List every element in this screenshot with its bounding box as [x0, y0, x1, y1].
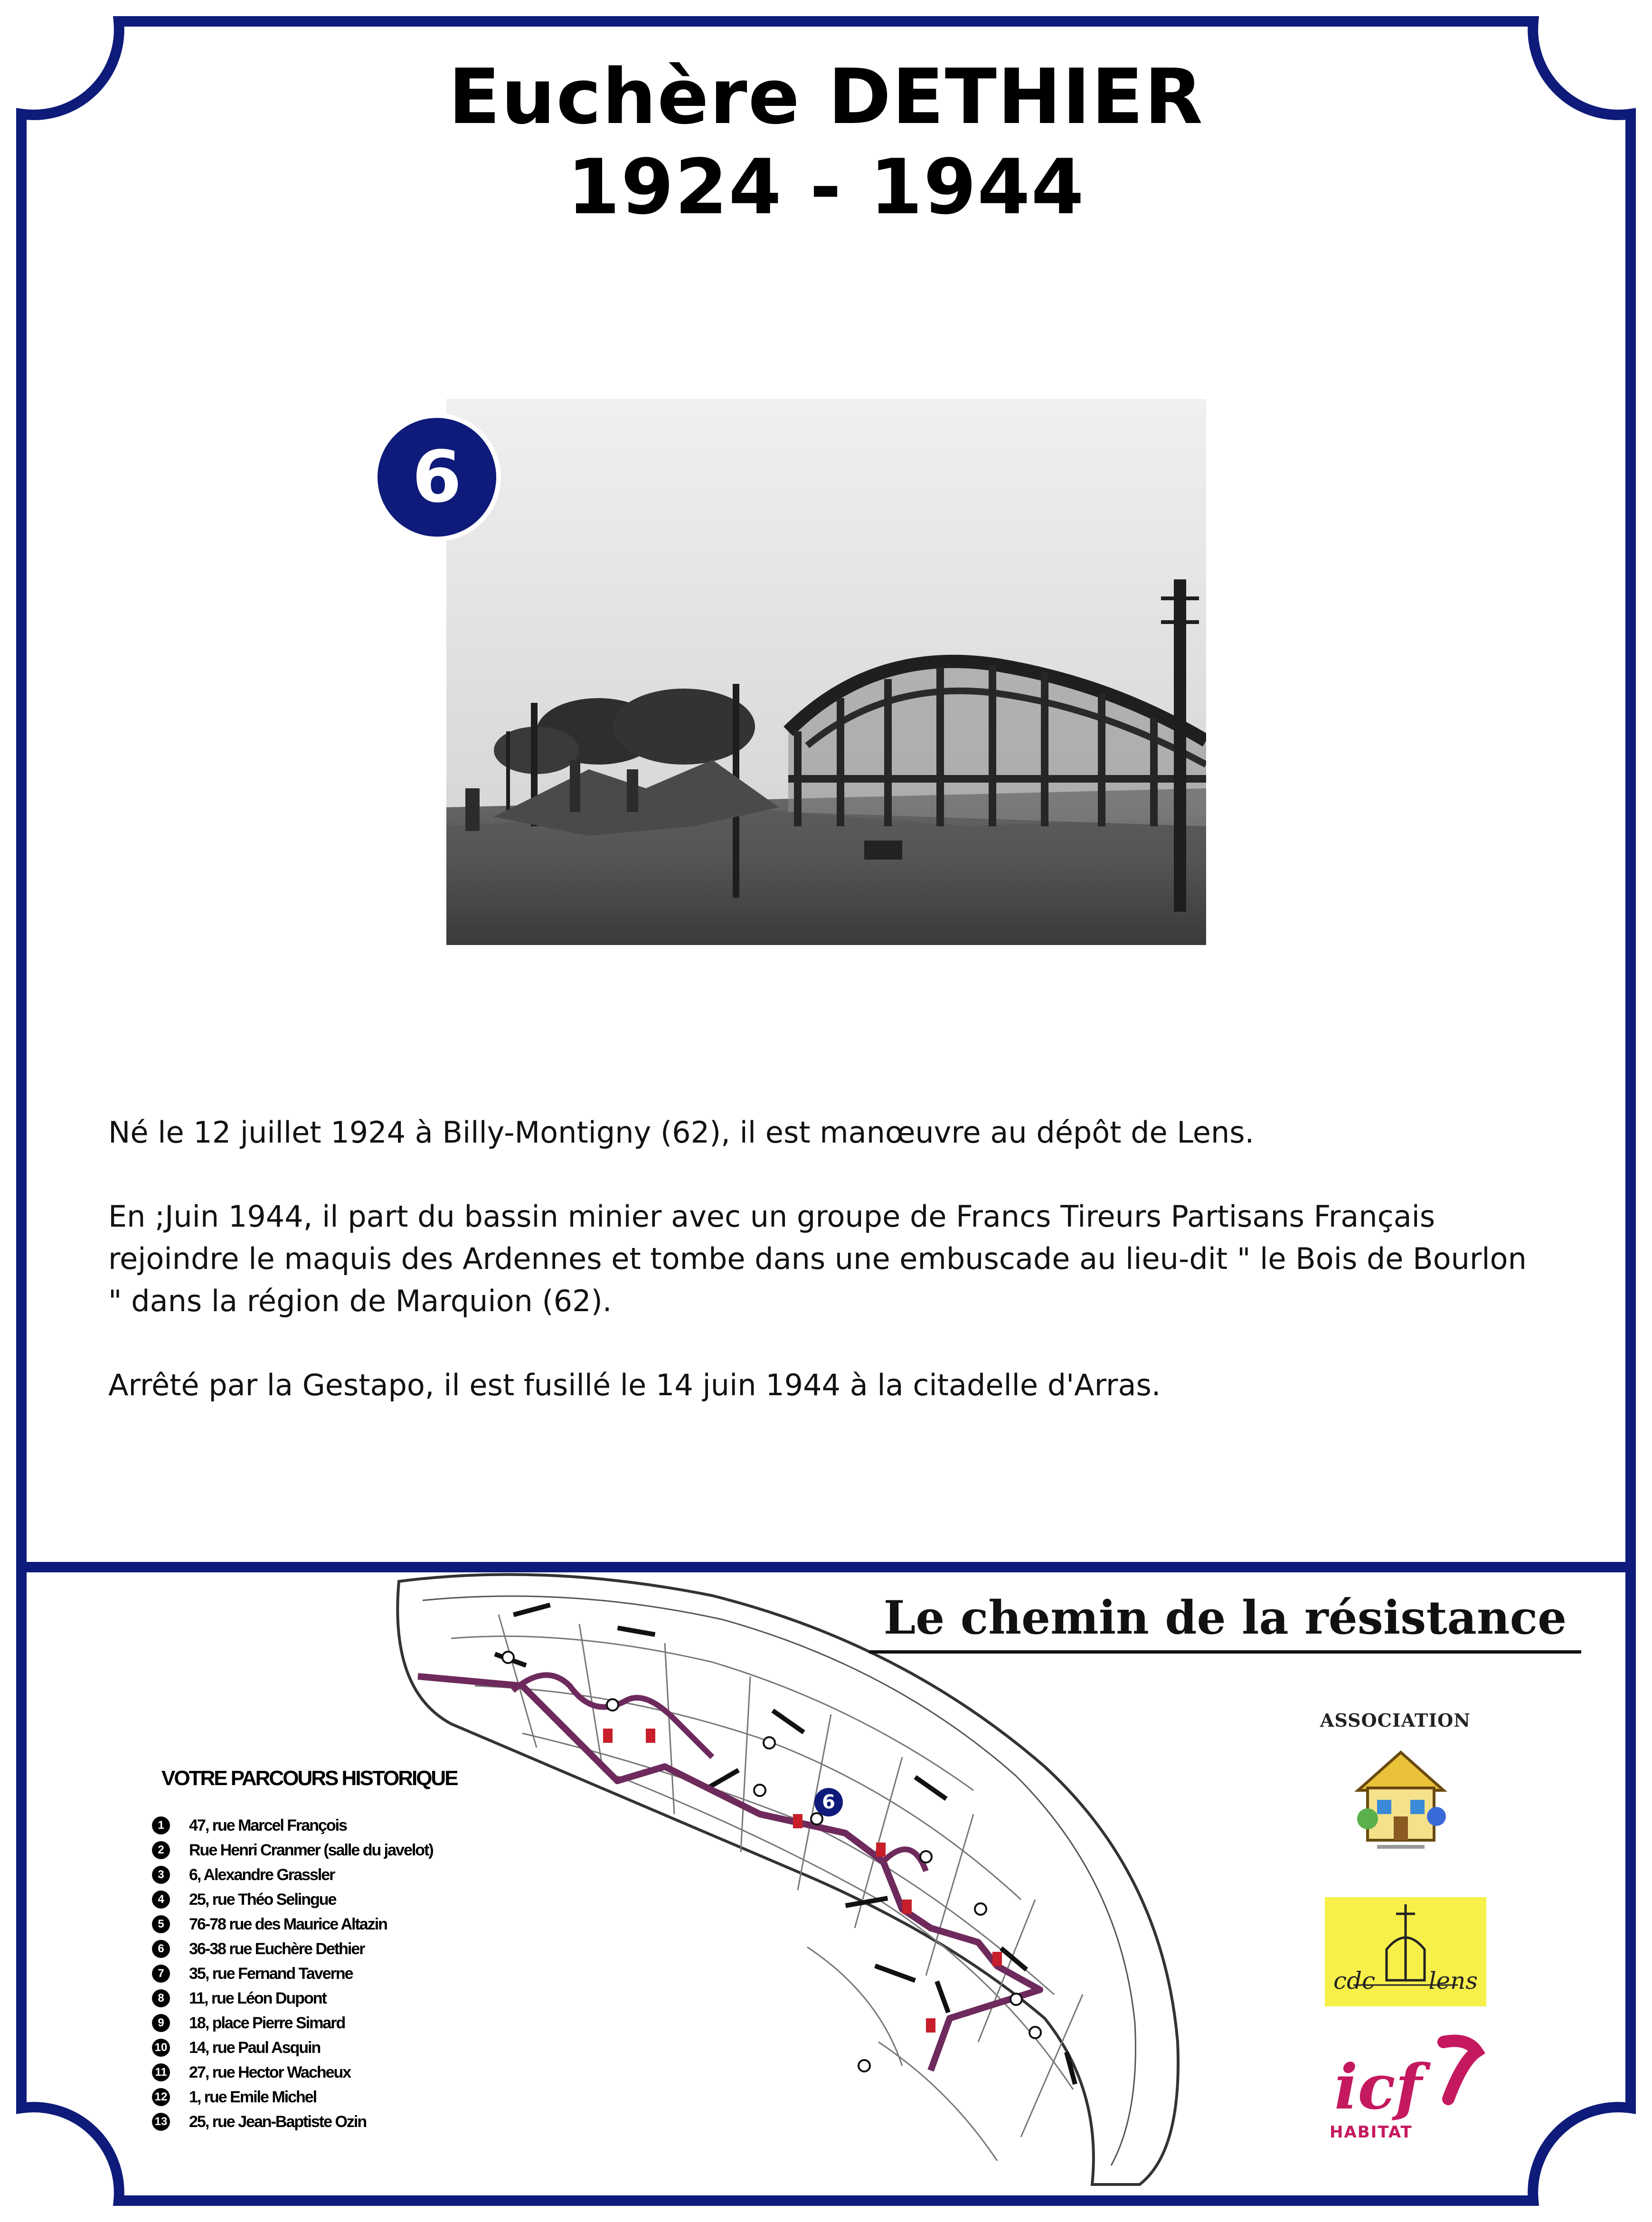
legend-item: 1 47, rue Marcel François [152, 1813, 433, 1838]
habitat-text: HABITAT [1330, 2123, 1413, 2142]
legend-item: 3 6, Alexandre Grassler [152, 1863, 433, 1887]
route-title: Le chemin de la résistance [883, 1591, 1567, 1645]
map-marker-6: 6 [814, 1788, 843, 1816]
legend-item: 7 35, rue Fernand Taverne [152, 1961, 433, 1986]
route-map [380, 1567, 1187, 2199]
bio-paragraph-birth: Né le 12 juillet 1924 à Billy-Montigny (62), il est manœuvre au dépôt de Lens. [108, 1115, 1255, 1150]
cdc-lens-logo [1325, 1897, 1486, 2006]
association-house-logo [1349, 1738, 1453, 1857]
historical-photo [446, 399, 1206, 945]
lens-text: lens [1428, 1967, 1478, 1995]
legend-item: 6 36-38 rue Euchère Dethier [152, 1937, 433, 1961]
life-years: 1924 - 1944 [567, 142, 1085, 231]
association-label: ASSOCIATION [1320, 1710, 1471, 1731]
legend-title: VOTRE PARCOURS HISTORIQUE [161, 1767, 457, 1790]
person-name: Euchère DETHIER [448, 52, 1204, 141]
legend-item: 8 11, rue Léon Dupont [152, 1986, 433, 2011]
legend-item: 11 27, rue Hector Wacheux [152, 2060, 433, 2085]
icf-habitat-logo [1325, 2033, 1486, 2146]
route-legend [152, 1813, 433, 2134]
legend-item: 9 18, place Pierre Simard [152, 2011, 433, 2035]
bio-paragraph-resistance: En ;Juin 1944, il part du bassin minier avec un groupe de Francs Tireurs Partisans Français rejoindre le maquis des Ardennes et tombe dans une embuscade au lieu-dit " le Bois de Bourlon " dans la région de Marquion (62). [108, 1199, 1527, 1318]
legend-item: 4 25, rue Théo Selingue [152, 1887, 433, 1912]
biography [108, 1111, 1547, 1448]
legend-item: 13 25, rue Jean-Baptiste Ozin [152, 2109, 433, 2134]
legend-item: 12 1, rue Emile Michel [152, 2085, 433, 2109]
bio-paragraph-execution: Arrêté par la Gestapo, il est fusillé le 14 juin 1944 à la citadelle d'Arras. [108, 1368, 1161, 1402]
route-title-underline [869, 1650, 1581, 1654]
stop-number-badge: 6 [373, 413, 501, 541]
icf-text: icf [1334, 2051, 1422, 2123]
legend-item: 10 14, rue Paul Asquin [152, 2035, 433, 2060]
legend-item: 5 76-78 rue des Maurice Altazin [152, 1912, 433, 1937]
legend-item: 2 Rue Henri Cranmer (salle du javelot) [152, 1838, 433, 1863]
cdc-text: cdc [1333, 1967, 1376, 1995]
